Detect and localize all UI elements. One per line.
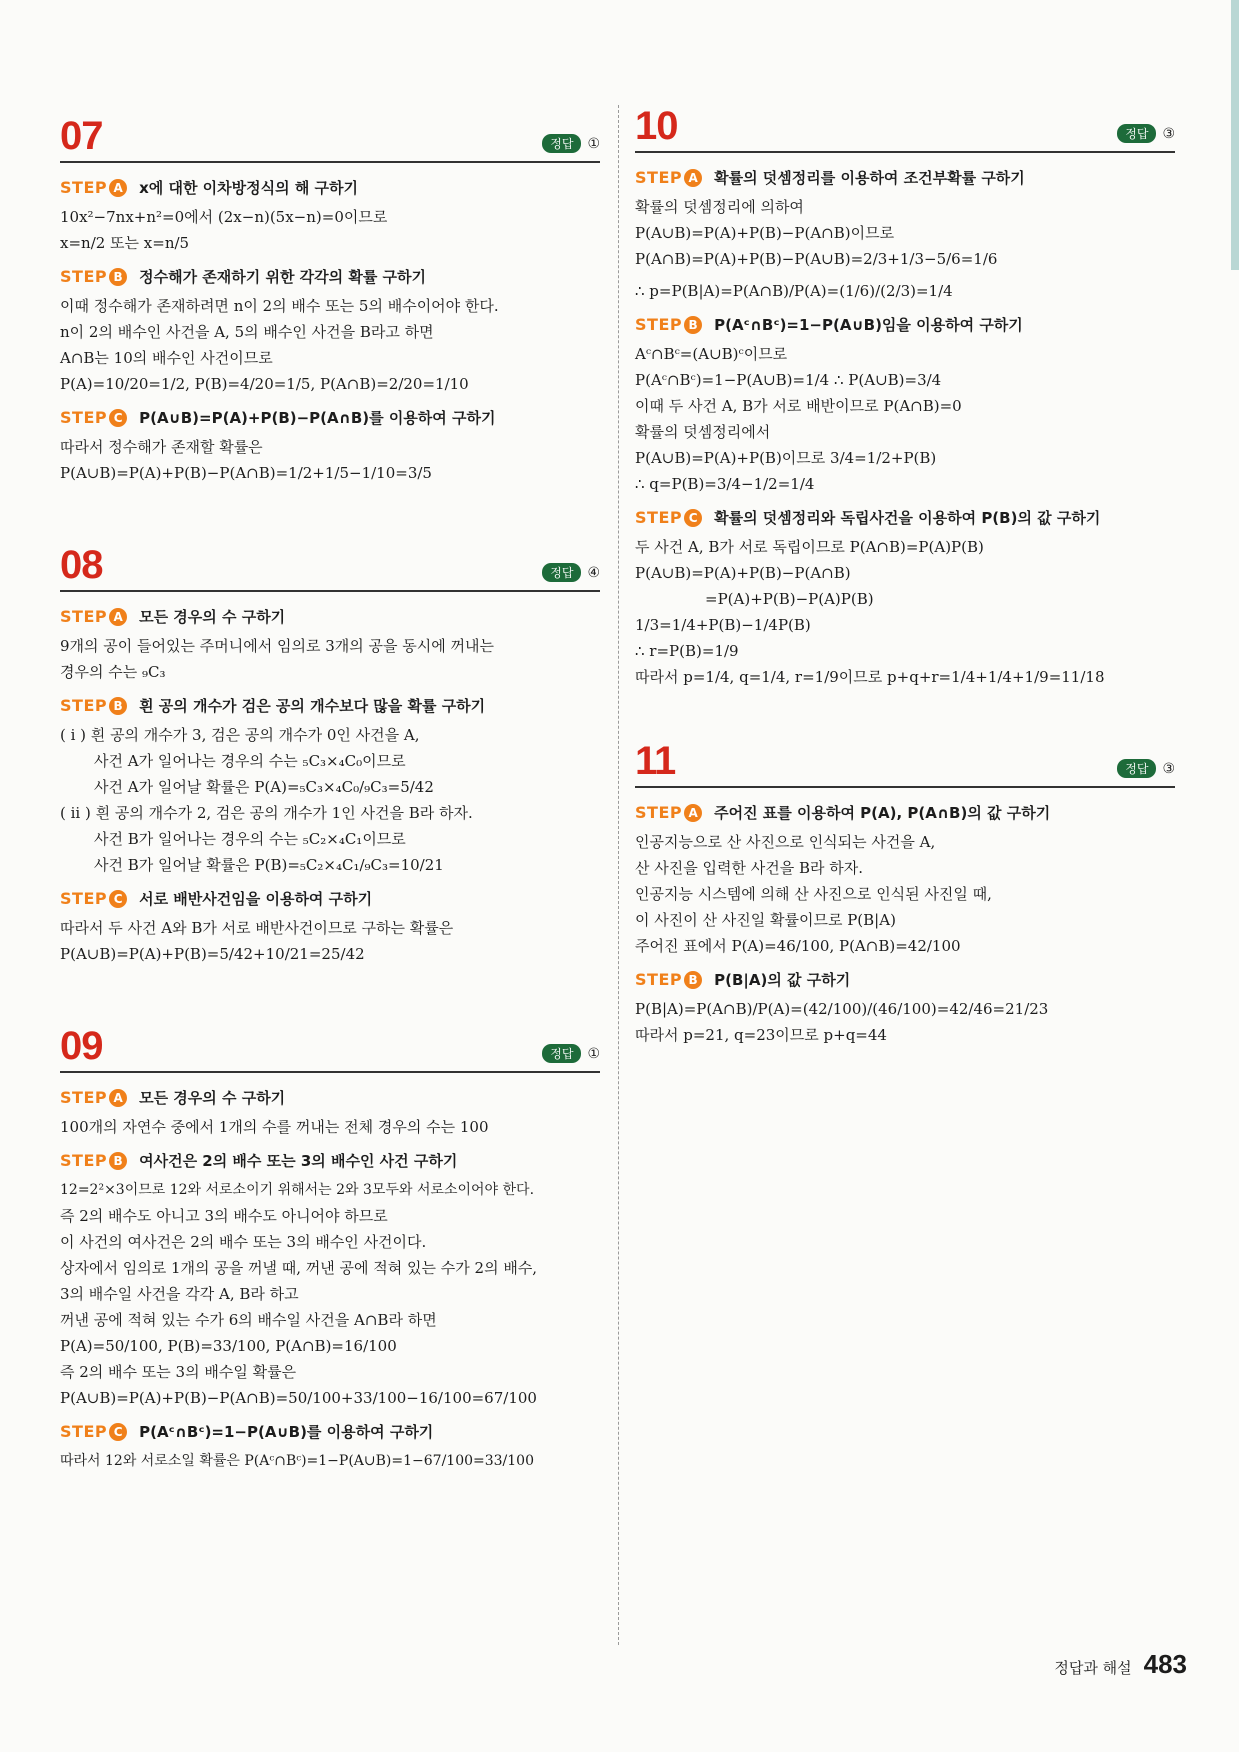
problem-08: [60, 534, 600, 967]
answer-badge: [542, 563, 600, 582]
step-title: x에 대한 이차방정식의 해 구하기: [139, 179, 359, 197]
problem-header: [60, 534, 600, 592]
problem-10: [635, 95, 1175, 690]
step-word: STEP: [60, 696, 108, 715]
text-line: 1/3=1/4+P(B)−1/4P(B): [635, 616, 811, 634]
text-line: =P(A)+P(B)−P(A)P(B): [705, 590, 874, 608]
text-line: n이 2의 배수인 사건을 A, 5의 배수인 사건을 B라고 하면: [60, 323, 434, 341]
text-line: 사건 A가 일어나는 경우의 수는 ₅C₃×₄C₀이므로: [94, 752, 406, 770]
text-line: ∴ q=P(B)=3/4−1/2=1/4: [635, 475, 815, 493]
answer-value: ③: [1162, 126, 1175, 142]
step-title: 확률의 덧셈정리를 이용하여 조건부확률 구하기: [714, 169, 1025, 187]
step-letter: B: [109, 697, 127, 715]
text-line: 즉 2의 배수 또는 3의 배수일 확률은: [60, 1363, 297, 1381]
step-letter: A: [109, 608, 127, 626]
text-line: P(Aᶜ∩Bᶜ)=1−P(A∪B)=1/4 ∴ P(A∪B)=3/4: [635, 371, 942, 389]
step-title: 주어진 표를 이용하여 P(A), P(A∩B)의 값 구하기: [714, 804, 1051, 822]
text-line: 3의 배수일 사건을 각각 A, B라 하고: [60, 1285, 299, 1303]
text-line: P(A∪B)=P(A)+P(B)−P(A∩B)이므로: [635, 224, 895, 242]
step-title: P(A∪B)=P(A)+P(B)−P(A∩B)를 이용하여 구하기: [139, 409, 496, 427]
problem-11: [635, 730, 1175, 1048]
page-number: 483: [1143, 1649, 1187, 1679]
step-word: STEP: [635, 803, 683, 822]
step-title: P(Aᶜ∩Bᶜ)=1−P(A∪B)임을 이용하여 구하기: [714, 316, 1023, 334]
step-letter: C: [109, 890, 127, 908]
text-line: ( ii ) 흰 공의 개수가 2, 검은 공의 개수가 1인 사건을 B라 하자.: [60, 804, 473, 822]
text-line: 사건 B가 일어나는 경우의 수는 ₅C₂×₄C₁이므로: [94, 830, 406, 848]
step-heading: [60, 407, 600, 428]
answer-tag: 정답: [542, 134, 581, 153]
step-word: STEP: [635, 970, 683, 989]
step-title: 모든 경우의 수 구하기: [139, 608, 286, 626]
text-line: P(A∩B)=P(A)+P(B)−P(A∪B)=2/3+1/3−5/6=1/6: [635, 250, 998, 268]
answer-badge: [1117, 759, 1175, 778]
text-line: 이 사건의 여사건은 2의 배수 또는 3의 배수인 사건이다.: [60, 1233, 427, 1251]
step-heading: [635, 314, 1175, 335]
step-word: STEP: [635, 508, 683, 527]
text-line: ∴ r=P(B)=1/9: [635, 642, 739, 660]
text-line: P(A∪B)=P(A)+P(B)=5/42+10/21=25/42: [60, 945, 365, 963]
step-heading: [635, 507, 1175, 528]
problem-09: [60, 1015, 600, 1474]
step-word: STEP: [60, 408, 108, 427]
step-heading: [60, 1421, 600, 1442]
text-line: P(A∪B)=P(A)+P(B)−P(A∩B)=1/2+1/5−1/10=3/5: [60, 464, 432, 482]
problem-number: 09: [60, 1024, 103, 1068]
answer-value: ①: [587, 136, 600, 152]
text-line: 9개의 공이 들어있는 주머니에서 임의로 3개의 공을 동시에 꺼내는: [60, 637, 494, 655]
answer-value: ③: [1162, 761, 1175, 777]
text-line: ∴ p=P(B|A)=P(A∩B)/P(A)=(1/6)/(2/3)=1/4: [635, 282, 953, 300]
step-letter: A: [109, 179, 127, 197]
step-heading: [60, 1150, 600, 1171]
problem-number: 11: [635, 739, 676, 783]
answer-badge: [542, 1044, 600, 1063]
page-edge-tab: [1231, 0, 1239, 270]
page-footer: [1054, 1649, 1187, 1680]
step-title: 흰 공의 개수가 검은 공의 개수보다 많을 확률 구하기: [139, 697, 486, 715]
step-title: 정수해가 존재하기 위한 각각의 확률 구하기: [139, 268, 427, 286]
text-line: P(A)=50/100, P(B)=33/100, P(A∩B)=16/100: [60, 1337, 397, 1355]
problem-header: [635, 730, 1175, 788]
step-title: 확률의 덧셈정리와 독립사건을 이용하여 P(B)의 값 구하기: [714, 509, 1101, 527]
step-letter: A: [684, 169, 702, 187]
text-line: 두 사건 A, B가 서로 독립이므로 P(A∩B)=P(A)P(B): [635, 538, 984, 556]
step-letter: C: [684, 509, 702, 527]
step-heading: [635, 802, 1175, 823]
step-word: STEP: [60, 607, 108, 626]
problem-header: [60, 105, 600, 163]
step-title: 모든 경우의 수 구하기: [139, 1089, 286, 1107]
text-line: 이 사진이 산 사진일 확률이므로 P(B|A): [635, 911, 896, 929]
answer-badge: [1117, 124, 1175, 143]
text-line: 사건 B가 일어날 확률은 P(B)=₅C₂×₄C₁/₉C₃=10/21: [94, 856, 444, 874]
answer-tag: 정답: [542, 563, 581, 582]
text-line: 10x²−7nx+n²=0에서 (2x−n)(5x−n)=0이므로: [60, 208, 388, 226]
step-heading: [60, 266, 600, 287]
problem-number: 07: [60, 114, 103, 158]
step-word: STEP: [635, 168, 683, 187]
text-line: 이때 두 사건 A, B가 서로 배반이므로 P(A∩B)=0: [635, 397, 962, 415]
problem-number: 08: [60, 543, 103, 587]
text-line: 따라서 정수해가 존재할 확률은: [60, 438, 263, 456]
step-heading: [60, 1087, 600, 1108]
problem-header: [60, 1015, 600, 1073]
step-letter: A: [684, 804, 702, 822]
step-word: STEP: [60, 267, 108, 286]
text-line: 인공지능으로 산 사진으로 인식되는 사건을 A,: [635, 833, 936, 851]
step-word: STEP: [635, 315, 683, 334]
right-column: [635, 95, 1175, 1048]
step-word: STEP: [60, 1422, 108, 1441]
answer-badge: [542, 134, 600, 153]
text-line: 이때 정수해가 존재하려면 n이 2의 배수 또는 5의 배수이어야 한다.: [60, 297, 499, 315]
text-line: 인공지능 시스템에 의해 산 사진으로 인식된 사진일 때,: [635, 885, 992, 903]
text-line: A∩B는 10의 배수인 사건이므로: [60, 349, 273, 367]
text-line: 즉 2의 배수도 아니고 3의 배수도 아니어야 하므로: [60, 1207, 388, 1225]
step-letter: C: [109, 1423, 127, 1441]
step-heading: [635, 167, 1175, 188]
answer-value: ④: [587, 565, 600, 581]
text-line: P(A∪B)=P(A)+P(B)이므로 3/4=1/2+P(B): [635, 449, 937, 467]
step-letter: C: [109, 409, 127, 427]
text-line: 상자에서 임의로 1개의 공을 꺼낼 때, 꺼낸 공에 적혀 있는 수가 2의 배수,: [60, 1259, 538, 1277]
step-title: 여사건은 2의 배수 또는 3의 배수인 사건 구하기: [139, 1152, 458, 1170]
step-heading: [60, 606, 600, 627]
text-line: 확률의 덧셈정리에 의하여: [635, 198, 804, 216]
text-line: P(B|A)=P(A∩B)/P(A)=(42/100)/(46/100)=42/46=21/23: [635, 1000, 1049, 1018]
text-line: 경우의 수는 ₉C₃: [60, 663, 166, 681]
text-line: 꺼낸 공에 적혀 있는 수가 6의 배수일 사건을 A∩B라 하면: [60, 1311, 437, 1329]
text-line: 주어진 표에서 P(A)=46/100, P(A∩B)=42/100: [635, 937, 961, 955]
problem-number: 10: [635, 104, 678, 148]
answer-value: ①: [587, 1046, 600, 1062]
text-line: 산 사진을 입력한 사건을 B라 하자.: [635, 859, 864, 877]
step-heading: [60, 888, 600, 909]
text-line: 100개의 자연수 중에서 1개의 수를 꺼내는 전체 경우의 수는 100: [60, 1118, 489, 1136]
text-line: x=n/2 또는 x=n/5: [60, 234, 190, 252]
text-line: ( i ) 흰 공의 개수가 3, 검은 공의 개수가 0인 사건을 A,: [60, 726, 420, 744]
step-heading: [635, 969, 1175, 990]
step-letter: B: [684, 316, 702, 334]
text-line: 따라서 p=1/4, q=1/4, r=1/9이므로 p+q+r=1/4+1/4+1/9=11/18: [635, 668, 1105, 686]
step-letter: B: [684, 971, 702, 989]
step-heading: [60, 695, 600, 716]
column-divider: [618, 105, 619, 1645]
text-line: 사건 A가 일어날 확률은 P(A)=₅C₃×₄C₀/₉C₃=5/42: [94, 778, 434, 796]
footer-label: 정답과 해설: [1054, 1659, 1132, 1677]
step-word: STEP: [60, 178, 108, 197]
step-title: P(B|A)의 값 구하기: [714, 971, 851, 989]
step-word: STEP: [60, 1088, 108, 1107]
text-line: P(A∪B)=P(A)+P(B)−P(A∩B): [635, 564, 851, 582]
text-line: 확률의 덧셈정리에서: [635, 423, 771, 441]
text-line: 따라서 12와 서로소일 확률은 P(Aᶜ∩Bᶜ)=1−P(A∪B)=1−67/100=33/100: [60, 1453, 534, 1469]
answer-tag: 정답: [1117, 759, 1156, 778]
text-line: 12=2²×3이므로 12와 서로소이기 위해서는 2와 3모두와 서로소이어야 한다.: [60, 1182, 535, 1198]
step-word: STEP: [60, 889, 108, 908]
step-title: 서로 배반사건임을 이용하여 구하기: [139, 890, 373, 908]
text-line: 따라서 두 사건 A와 B가 서로 배반사건이므로 구하는 확률은: [60, 919, 454, 937]
text-line: P(A)=10/20=1/2, P(B)=4/20=1/5, P(A∩B)=2/20=1/10: [60, 375, 469, 393]
text-line: Aᶜ∩Bᶜ=(A∪B)ᶜ이므로: [635, 345, 788, 363]
problem-header: [635, 95, 1175, 153]
left-column: [60, 105, 600, 1474]
step-letter: B: [109, 1152, 127, 1170]
text-line: 따라서 p=21, q=23이므로 p+q=44: [635, 1026, 887, 1044]
problem-07: [60, 105, 600, 486]
step-title: P(Aᶜ∩Bᶜ)=1−P(A∪B)를 이용하여 구하기: [139, 1423, 434, 1441]
step-heading: [60, 177, 600, 198]
step-word: STEP: [60, 1151, 108, 1170]
answer-tag: 정답: [1117, 124, 1156, 143]
step-letter: A: [109, 1089, 127, 1107]
answer-tag: 정답: [542, 1044, 581, 1063]
step-letter: B: [109, 268, 127, 286]
text-line: P(A∪B)=P(A)+P(B)−P(A∩B)=50/100+33/100−16/100=67/100: [60, 1389, 537, 1407]
